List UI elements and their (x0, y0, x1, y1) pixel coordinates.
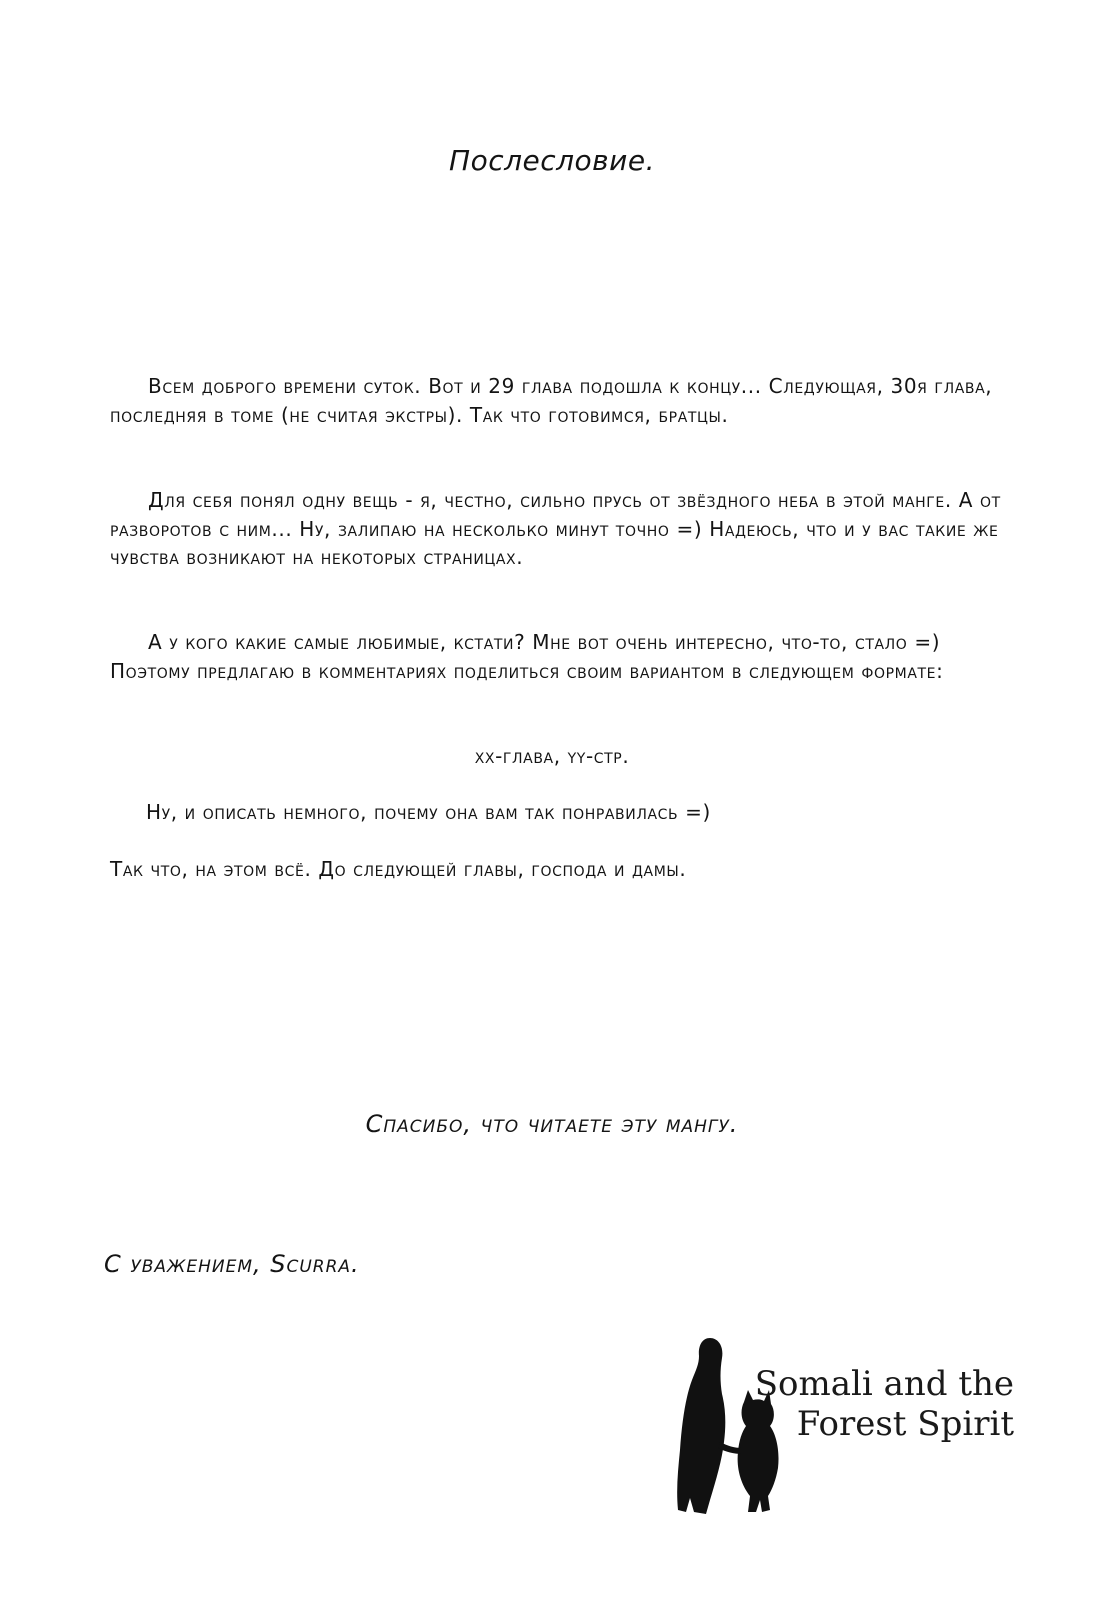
format-example: xx-глава, yy-стр. (474, 744, 630, 768)
logo-line-2: Forest Spirit (796, 1404, 1014, 1444)
closing-line: Так что, на этом всё. До следующей главы, господа и дамы. (110, 857, 687, 881)
logo-line-1: Somali and the (754, 1364, 1014, 1404)
paragraph-3: А у кого какие самые любимые, кстати? Мне вот очень интересно, что-то, стало =) Поэтому предлагаю в комментариях поделиться своим вариантом в следующем формате: (110, 630, 944, 683)
describe-line: Ну, и описать немного, почему она вам так понравилась =) (146, 800, 711, 824)
logo-title (744, 1364, 1014, 1444)
series-logo (672, 1330, 1032, 1530)
thanks-line: Спасибо, что читаете эту мангу. (365, 1110, 739, 1138)
page-title: Послесловие. (449, 144, 655, 177)
paragraph-1: Всем доброго времени суток. Вот и 29 глава подошла к концу... Следующая, 30я глава, последняя в томе (не считая экстры). Так что готовимся, братцы. (110, 374, 993, 427)
paragraph-2: Для себя понял одну вещь - я, честно, сильно прусь от звёздного неба в этой манге. А от разворотов с ним... Ну, залипаю на несколько минут точно =) Надеюсь, что и у вас такие же чувства возникают на некоторых страницах. (110, 488, 1001, 569)
signature: С уважением, Scurra. (104, 1250, 360, 1278)
